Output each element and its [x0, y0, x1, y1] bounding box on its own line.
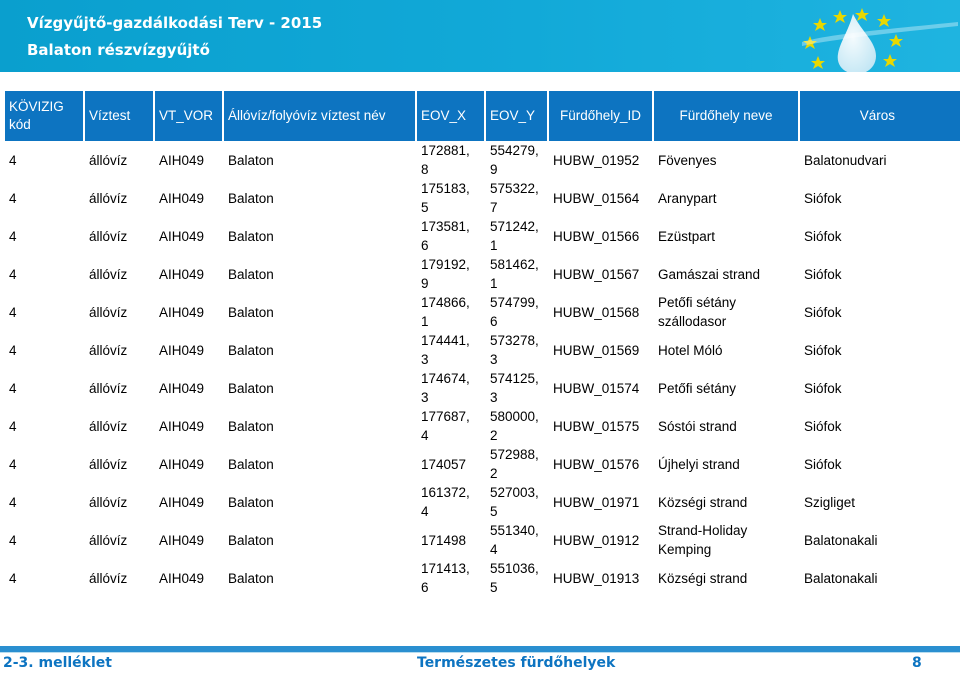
- cell-city: Siófok: [798, 179, 960, 217]
- cell-kovizig: 4: [5, 293, 83, 331]
- cell-eov-x: 177687, 4: [415, 407, 484, 445]
- cell-kovizig: 4: [5, 255, 83, 293]
- cell-vt-vor: AIH049: [153, 483, 222, 521]
- table-row: [5, 179, 960, 217]
- cell-vt-vor: AIH049: [153, 559, 222, 597]
- cell-city: Siófok: [798, 445, 960, 483]
- cell-site-id: HUBW_01913: [547, 559, 652, 597]
- cell-kovizig: 4: [5, 407, 83, 445]
- cell-site-name: Újhelyi strand: [652, 445, 798, 483]
- cell-water-body-name: Balaton: [222, 483, 415, 521]
- cell-viztest: állóvíz: [83, 331, 153, 369]
- cell-eov-x: 173581, 6: [415, 217, 484, 255]
- cell-kovizig: 4: [5, 521, 83, 559]
- cell-viztest: állóvíz: [83, 179, 153, 217]
- cell-vt-vor: AIH049: [153, 141, 222, 179]
- cell-eov-y: 572988, 2: [484, 445, 547, 483]
- cell-site-id: HUBW_01574: [547, 369, 652, 407]
- cell-eov-y: 574125, 3: [484, 369, 547, 407]
- cell-kovizig: 4: [5, 483, 83, 521]
- cell-site-id: HUBW_01564: [547, 179, 652, 217]
- cell-site-name: Strand-Holiday Kemping: [652, 521, 798, 559]
- cell-water-body-name: Balaton: [222, 407, 415, 445]
- cell-kovizig: 4: [5, 369, 83, 407]
- cell-eov-x: 171413, 6: [415, 559, 484, 597]
- cell-city: Siófok: [798, 407, 960, 445]
- cell-viztest: állóvíz: [83, 369, 153, 407]
- footer-page-number: 8: [912, 655, 922, 671]
- cell-city: Siófok: [798, 217, 960, 255]
- cell-viztest: állóvíz: [83, 521, 153, 559]
- cell-eov-x: 161372, 4: [415, 483, 484, 521]
- cell-viztest: állóvíz: [83, 407, 153, 445]
- cell-water-body-name: Balaton: [222, 141, 415, 179]
- table-row: [5, 293, 960, 331]
- cell-vt-vor: AIH049: [153, 217, 222, 255]
- cell-site-id: HUBW_01566: [547, 217, 652, 255]
- table-row: [5, 217, 960, 255]
- cell-eov-x: 172881, 8: [415, 141, 484, 179]
- cell-city: Siófok: [798, 255, 960, 293]
- column-header[interactable]: EOV_X: [415, 91, 484, 141]
- cell-site-name: Hotel Móló: [652, 331, 798, 369]
- cell-viztest: állóvíz: [83, 293, 153, 331]
- table-row: [5, 255, 960, 293]
- cell-eov-y: 551036, 5: [484, 559, 547, 597]
- cell-water-body-name: Balaton: [222, 331, 415, 369]
- cell-vt-vor: AIH049: [153, 179, 222, 217]
- cell-eov-y: 571242, 1: [484, 217, 547, 255]
- cell-eov-y: 527003, 5: [484, 483, 547, 521]
- cell-eov-y: 580000, 2: [484, 407, 547, 445]
- cell-kovizig: 4: [5, 217, 83, 255]
- cell-viztest: állóvíz: [83, 483, 153, 521]
- cell-site-name: Fövenyes: [652, 141, 798, 179]
- column-header[interactable]: Állóvíz/folyóvíz víztest név: [222, 91, 415, 141]
- document-subtitle: Balaton részvízgyűjtő: [27, 41, 210, 59]
- cell-site-name: Gamászai strand: [652, 255, 798, 293]
- cell-viztest: állóvíz: [83, 255, 153, 293]
- cell-eov-x: 174057: [415, 445, 484, 483]
- cell-vt-vor: AIH049: [153, 331, 222, 369]
- cell-city: Balatonudvari: [798, 141, 960, 179]
- cell-water-body-name: Balaton: [222, 217, 415, 255]
- cell-vt-vor: AIH049: [153, 521, 222, 559]
- column-header[interactable]: VT_VOR: [153, 91, 222, 141]
- table-row: [5, 559, 960, 597]
- cell-site-name: Községi strand: [652, 483, 798, 521]
- table-row: [5, 369, 960, 407]
- cell-water-body-name: Balaton: [222, 559, 415, 597]
- cell-kovizig: 4: [5, 179, 83, 217]
- table-header-row: [5, 91, 960, 141]
- table-row: [5, 407, 960, 445]
- cell-site-name: Községi strand: [652, 559, 798, 597]
- cell-vt-vor: AIH049: [153, 255, 222, 293]
- cell-vt-vor: AIH049: [153, 407, 222, 445]
- cell-water-body-name: Balaton: [222, 255, 415, 293]
- cell-city: Szigliget: [798, 483, 960, 521]
- cell-site-id: HUBW_01912: [547, 521, 652, 559]
- cell-site-id: HUBW_01576: [547, 445, 652, 483]
- column-header[interactable]: Város: [798, 91, 960, 141]
- cell-viztest: állóvíz: [83, 445, 153, 483]
- table-row: [5, 331, 960, 369]
- cell-site-id: HUBW_01971: [547, 483, 652, 521]
- cell-city: Balatonakali: [798, 521, 960, 559]
- cell-city: Siófok: [798, 369, 960, 407]
- cell-site-name: Petőfi sétány: [652, 369, 798, 407]
- cell-site-id: HUBW_01569: [547, 331, 652, 369]
- table-row: [5, 521, 960, 559]
- footer-annex-label: 2-3. melléklet: [3, 655, 112, 671]
- cell-viztest: állóvíz: [83, 217, 153, 255]
- cell-eov-x: 179192, 9: [415, 255, 484, 293]
- cell-site-name: Petőfi sétány szállodasor: [652, 293, 798, 331]
- cell-city: Siófok: [798, 331, 960, 369]
- footer-section-title: Természetes fürdőhelyek: [417, 655, 616, 671]
- cell-water-body-name: Balaton: [222, 445, 415, 483]
- column-header[interactable]: EOV_Y: [484, 91, 547, 141]
- cell-site-id: HUBW_01952: [547, 141, 652, 179]
- cell-eov-y: 581462, 1: [484, 255, 547, 293]
- cell-eov-y: 574799, 6: [484, 293, 547, 331]
- cell-site-id: HUBW_01567: [547, 255, 652, 293]
- cell-site-id: HUBW_01575: [547, 407, 652, 445]
- cell-eov-x: 175183, 5: [415, 179, 484, 217]
- table-row: [5, 141, 960, 179]
- cell-vt-vor: AIH049: [153, 369, 222, 407]
- cell-eov-x: 174866, 1: [415, 293, 484, 331]
- cell-viztest: állóvíz: [83, 559, 153, 597]
- column-header[interactable]: Víztest: [83, 91, 153, 141]
- cell-site-id: HUBW_01568: [547, 293, 652, 331]
- cell-vt-vor: AIH049: [153, 293, 222, 331]
- cell-eov-x: 174674, 3: [415, 369, 484, 407]
- column-header[interactable]: Fürdőhely_ID: [547, 91, 652, 141]
- page-header: [0, 0, 960, 72]
- cell-kovizig: 4: [5, 141, 83, 179]
- column-header[interactable]: Fürdőhely neve: [652, 91, 798, 141]
- cell-water-body-name: Balaton: [222, 179, 415, 217]
- cell-eov-x: 171498: [415, 521, 484, 559]
- cell-site-name: Sóstói strand: [652, 407, 798, 445]
- cell-eov-y: 554279, 9: [484, 141, 547, 179]
- cell-eov-x: 174441, 3: [415, 331, 484, 369]
- cell-water-body-name: Balaton: [222, 369, 415, 407]
- footer-divider-thin: [0, 652, 960, 653]
- cell-eov-y: 551340, 4: [484, 521, 547, 559]
- cell-viztest: állóvíz: [83, 141, 153, 179]
- eu-stars-water-drop-icon: [800, 4, 960, 72]
- column-header[interactable]: KÖVIZIG kód: [5, 91, 83, 141]
- document-title: Vízgyűjtő-gazdálkodási Terv - 2015: [27, 14, 323, 32]
- cell-city: Balatonakali: [798, 559, 960, 597]
- cell-water-body-name: Balaton: [222, 293, 415, 331]
- bathing-sites-table: [5, 91, 960, 597]
- cell-city: Siófok: [798, 293, 960, 331]
- cell-kovizig: 4: [5, 445, 83, 483]
- cell-eov-y: 573278, 3: [484, 331, 547, 369]
- table-row: [5, 483, 960, 521]
- cell-kovizig: 4: [5, 331, 83, 369]
- cell-water-body-name: Balaton: [222, 521, 415, 559]
- cell-eov-y: 575322, 7: [484, 179, 547, 217]
- cell-kovizig: 4: [5, 559, 83, 597]
- table-row: [5, 445, 960, 483]
- cell-site-name: Aranypart: [652, 179, 798, 217]
- cell-vt-vor: AIH049: [153, 445, 222, 483]
- cell-site-name: Ezüstpart: [652, 217, 798, 255]
